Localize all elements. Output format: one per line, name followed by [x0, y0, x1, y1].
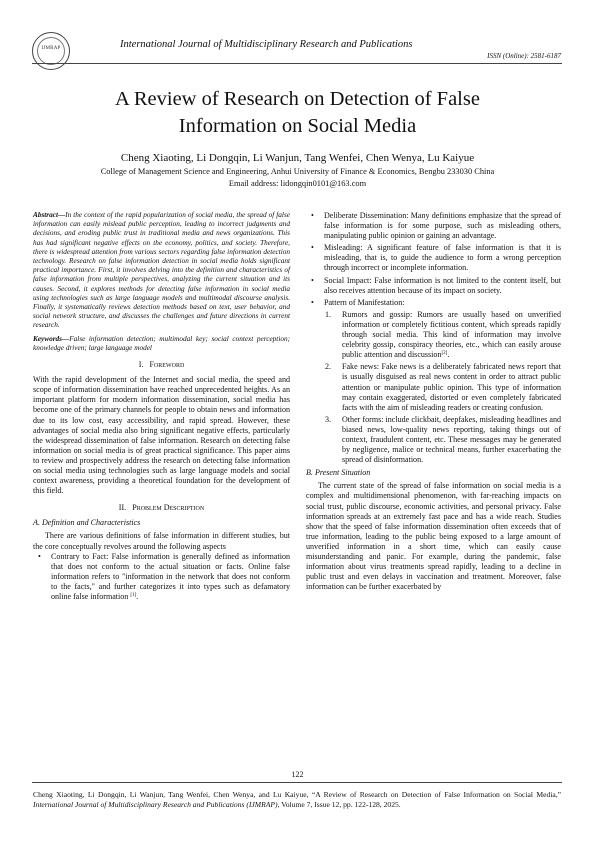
title-line-1: A Review of Research on Detection of False — [115, 88, 480, 110]
citation-authors-title: Cheng Xiaoting, Li Dongqin, Li Wanjun, Tang Wenfei, Chen Wenya, and Lu Kaiyue, “A Review of Research on Detection of False Information on Social Media,” — [33, 790, 561, 799]
section-title: Foreword — [149, 360, 185, 370]
title-line-2: Information on Social Media — [178, 115, 417, 137]
list-item-text: Other forms: include clickbait, deepfakes, misleading headlines and biased news, low-quality news reporting, taking things out of context, fraudulent content, etc. These messages may be generated by negligence, malice or technical means, further exacerbating the spread of disinformation. — [342, 414, 561, 465]
list-number: 1. — [325, 309, 332, 319]
footer-citation — [33, 790, 561, 810]
bullet-icon: • — [38, 551, 41, 561]
abstract-text: In the context of the rapid popularization of social media, the spread of false information can easily mislead public perception, leading to incorrect judgments and decisions, and eroding public trust in traditional media and news organizations. This has had significant negative effects on the economy, politics, and society. Therefore, there is widespread attention from various sectors regarding false information detection technology. Research on false information detection in social media holds significant practical importance. First, it involves delving into the definition and characteristics of false information from multiple perspectives, analyzing the current situation and its causes. Second, it explores methods for detecting false information in social media using technologies such as large language models and multimodal discourse analysis. Finally, it systematically reviews detection methods based on text, user behavior, and social network structure, and discusses the challenges and future directions in current research. — [33, 211, 290, 330]
paragraph-present-situation: The current state of the spread of false information on social media is a complex and multidimensional phenomenon, with far-reaching impacts on social trust, public discourse, economic activities, and personal privacy. False information spreads at an extremely fast pace and has a wide reach. Studies show that the speed of false information dissemination often exceeds that of true information, leading to the public being exposed to a large amount of unverified information in a short time, which can easily cause misunderstanding and panic. For example, during the pandemic, false information about virus treatments spread rapidly, leading to a decline in public trust and even delays in vaccination and treatment. Moreover, false information can be further exacerbated by — [306, 481, 561, 592]
citation-journal: International Journal of Multidisciplinary Research and Publications (IJMRAP) — [33, 800, 278, 809]
journal-logo — [32, 32, 70, 70]
section-heading-1 — [33, 360, 290, 370]
list-item-text: Misleading: A significant feature of false information is that it is misleading, that is, to guide the audience to form a wrong perception through incorrect or incomplete information. — [324, 243, 561, 273]
paragraph-definition: There are various definitions of false information in different studies, but the core conceptually revolves around the following aspects — [33, 531, 290, 551]
list-item — [306, 415, 561, 465]
list-item-text: Rumors and gossip: Rumors are usually based on unverified information or completely fictitious content, which spreads rapidly through social media. This kind of information may involve celebrity gossip, conspiracy theories, etc., which can easily arouse public attention and discussion — [342, 309, 561, 360]
bullet-icon: • — [311, 297, 314, 307]
keywords-label: Keywords— — [33, 334, 70, 343]
list-item: 1. Rumors and gossip: Rumors are usually based on unverified information or completely fictitious content, which spreads rapidly through social media. This kind of information may involve celebrity gossip, conspiracy theories, etc., which can easily arouse public attention and discussion[2]. — [325, 309, 561, 360]
bullet-icon: • — [311, 211, 314, 220]
list-item — [306, 243, 561, 273]
paragraph-foreword: With the rapid development of the Internet and social media, the speed and scope of information dissemination have reached unprecedented heights. As an important platform for modern information dissemination, social media has become one of the primary channels for people to obtain news and information due to its low cost, easy accessibility, and rapid spread. However, these advantages of social media also bring significant negative effects, particularly the widespread dissemination of false information. Research on detecting false information on social media is of great practical significance. This paper aims to review and prospectively address the research on detecting false information on social media using technologies such as large language models and social context awareness, providing a theoretical foundation for the development of this field. — [33, 375, 290, 496]
list-number: 2. — [325, 362, 332, 372]
section-title: Problem Description — [132, 503, 205, 513]
list-item-text: Contrary to Fact: False information is generally defined as information that does not conform to the actual situation or facts. Online false information refers to "information in the network that does not conform to the facts," and further categorizes it into types such as defamatory online false information — [51, 551, 290, 602]
bullet-icon: • — [311, 275, 314, 285]
bullet-icon: • — [311, 243, 314, 253]
subsection-heading-b: B. Present Situation — [306, 468, 371, 478]
list-item — [306, 276, 561, 296]
list-item — [306, 362, 561, 412]
paper-title — [40, 86, 555, 140]
logo-ring-icon — [37, 37, 65, 65]
list-number: 3. — [325, 414, 332, 424]
authors: Cheng Xiaoting, Li Dongqin, Li Wanjun, Tang Wenfei, Chen Wenya, Lu Kaiyue — [120, 152, 475, 164]
affiliation: College of Management Science and Engineering, Anhui University of Finance & Economics, Bengbu 233030 China — [100, 167, 495, 176]
bullet-list-left — [33, 552, 290, 602]
header-rule — [32, 63, 562, 64]
list-item — [306, 211, 561, 241]
bullet-list-right — [306, 211, 561, 308]
journal-name: International Journal of Multidisciplinary Research and Publications — [120, 39, 413, 50]
numbered-list — [306, 310, 561, 465]
section-heading-2 — [33, 503, 290, 513]
keywords-text: False information detection; multimodal key; social context perception; knowledge driven; large language model — [33, 334, 290, 352]
keywords — [33, 335, 290, 353]
citation-volume: , Volume 7, Issue 12, pp. 122-128, 2025. — [277, 800, 401, 809]
email: Email address: lidongqin0101@163.com — [228, 179, 367, 188]
list-item-text: Social Impact: False information is not limited to the content itself, but also receives attention because of its impact on society. — [324, 275, 561, 295]
footer-rule — [32, 782, 562, 783]
logo-text: IJMRAP — [41, 46, 61, 51]
list-item: • Contrary to Fact: False information is generally defined as information that does not conform to the actual situation or facts. Online false information refers to "information in the network that does not conform to the facts," and further categorizes it into types such as defamatory online false information [1]. — [38, 551, 290, 602]
list-item-text: Fake news: Fake news is a deliberately fabricated news report that is usually disguised as real news content in order to attract public attention or manipulate public opinion. This type of information may contain exaggerated, distorted or even completely fabricated facts with the aim of misleading readers or creating confusion. — [342, 362, 561, 412]
page-number: 122 — [291, 770, 304, 779]
right-column — [306, 211, 561, 592]
list-item — [306, 298, 561, 308]
citation: [1] — [130, 593, 137, 599]
citation: [2] — [441, 351, 448, 357]
issn: ISSN (Online): 2581-6187 — [487, 52, 561, 60]
section-number: I. — [138, 360, 144, 370]
section-number: II. — [118, 503, 127, 513]
abstract — [33, 211, 290, 331]
list-item-text: Deliberate Dissemination: Many definitions emphasize that the spread of false information is for some purpose, such as misleading others, manipulating public opinion or gaining an advantage. — [324, 211, 561, 241]
subsection-heading-a: A. Definition and Characteristics — [33, 518, 141, 528]
left-column — [33, 211, 290, 604]
abstract-label: Abstract— — [33, 211, 66, 219]
list-item-text: Pattern of Manifestation: — [324, 297, 405, 307]
